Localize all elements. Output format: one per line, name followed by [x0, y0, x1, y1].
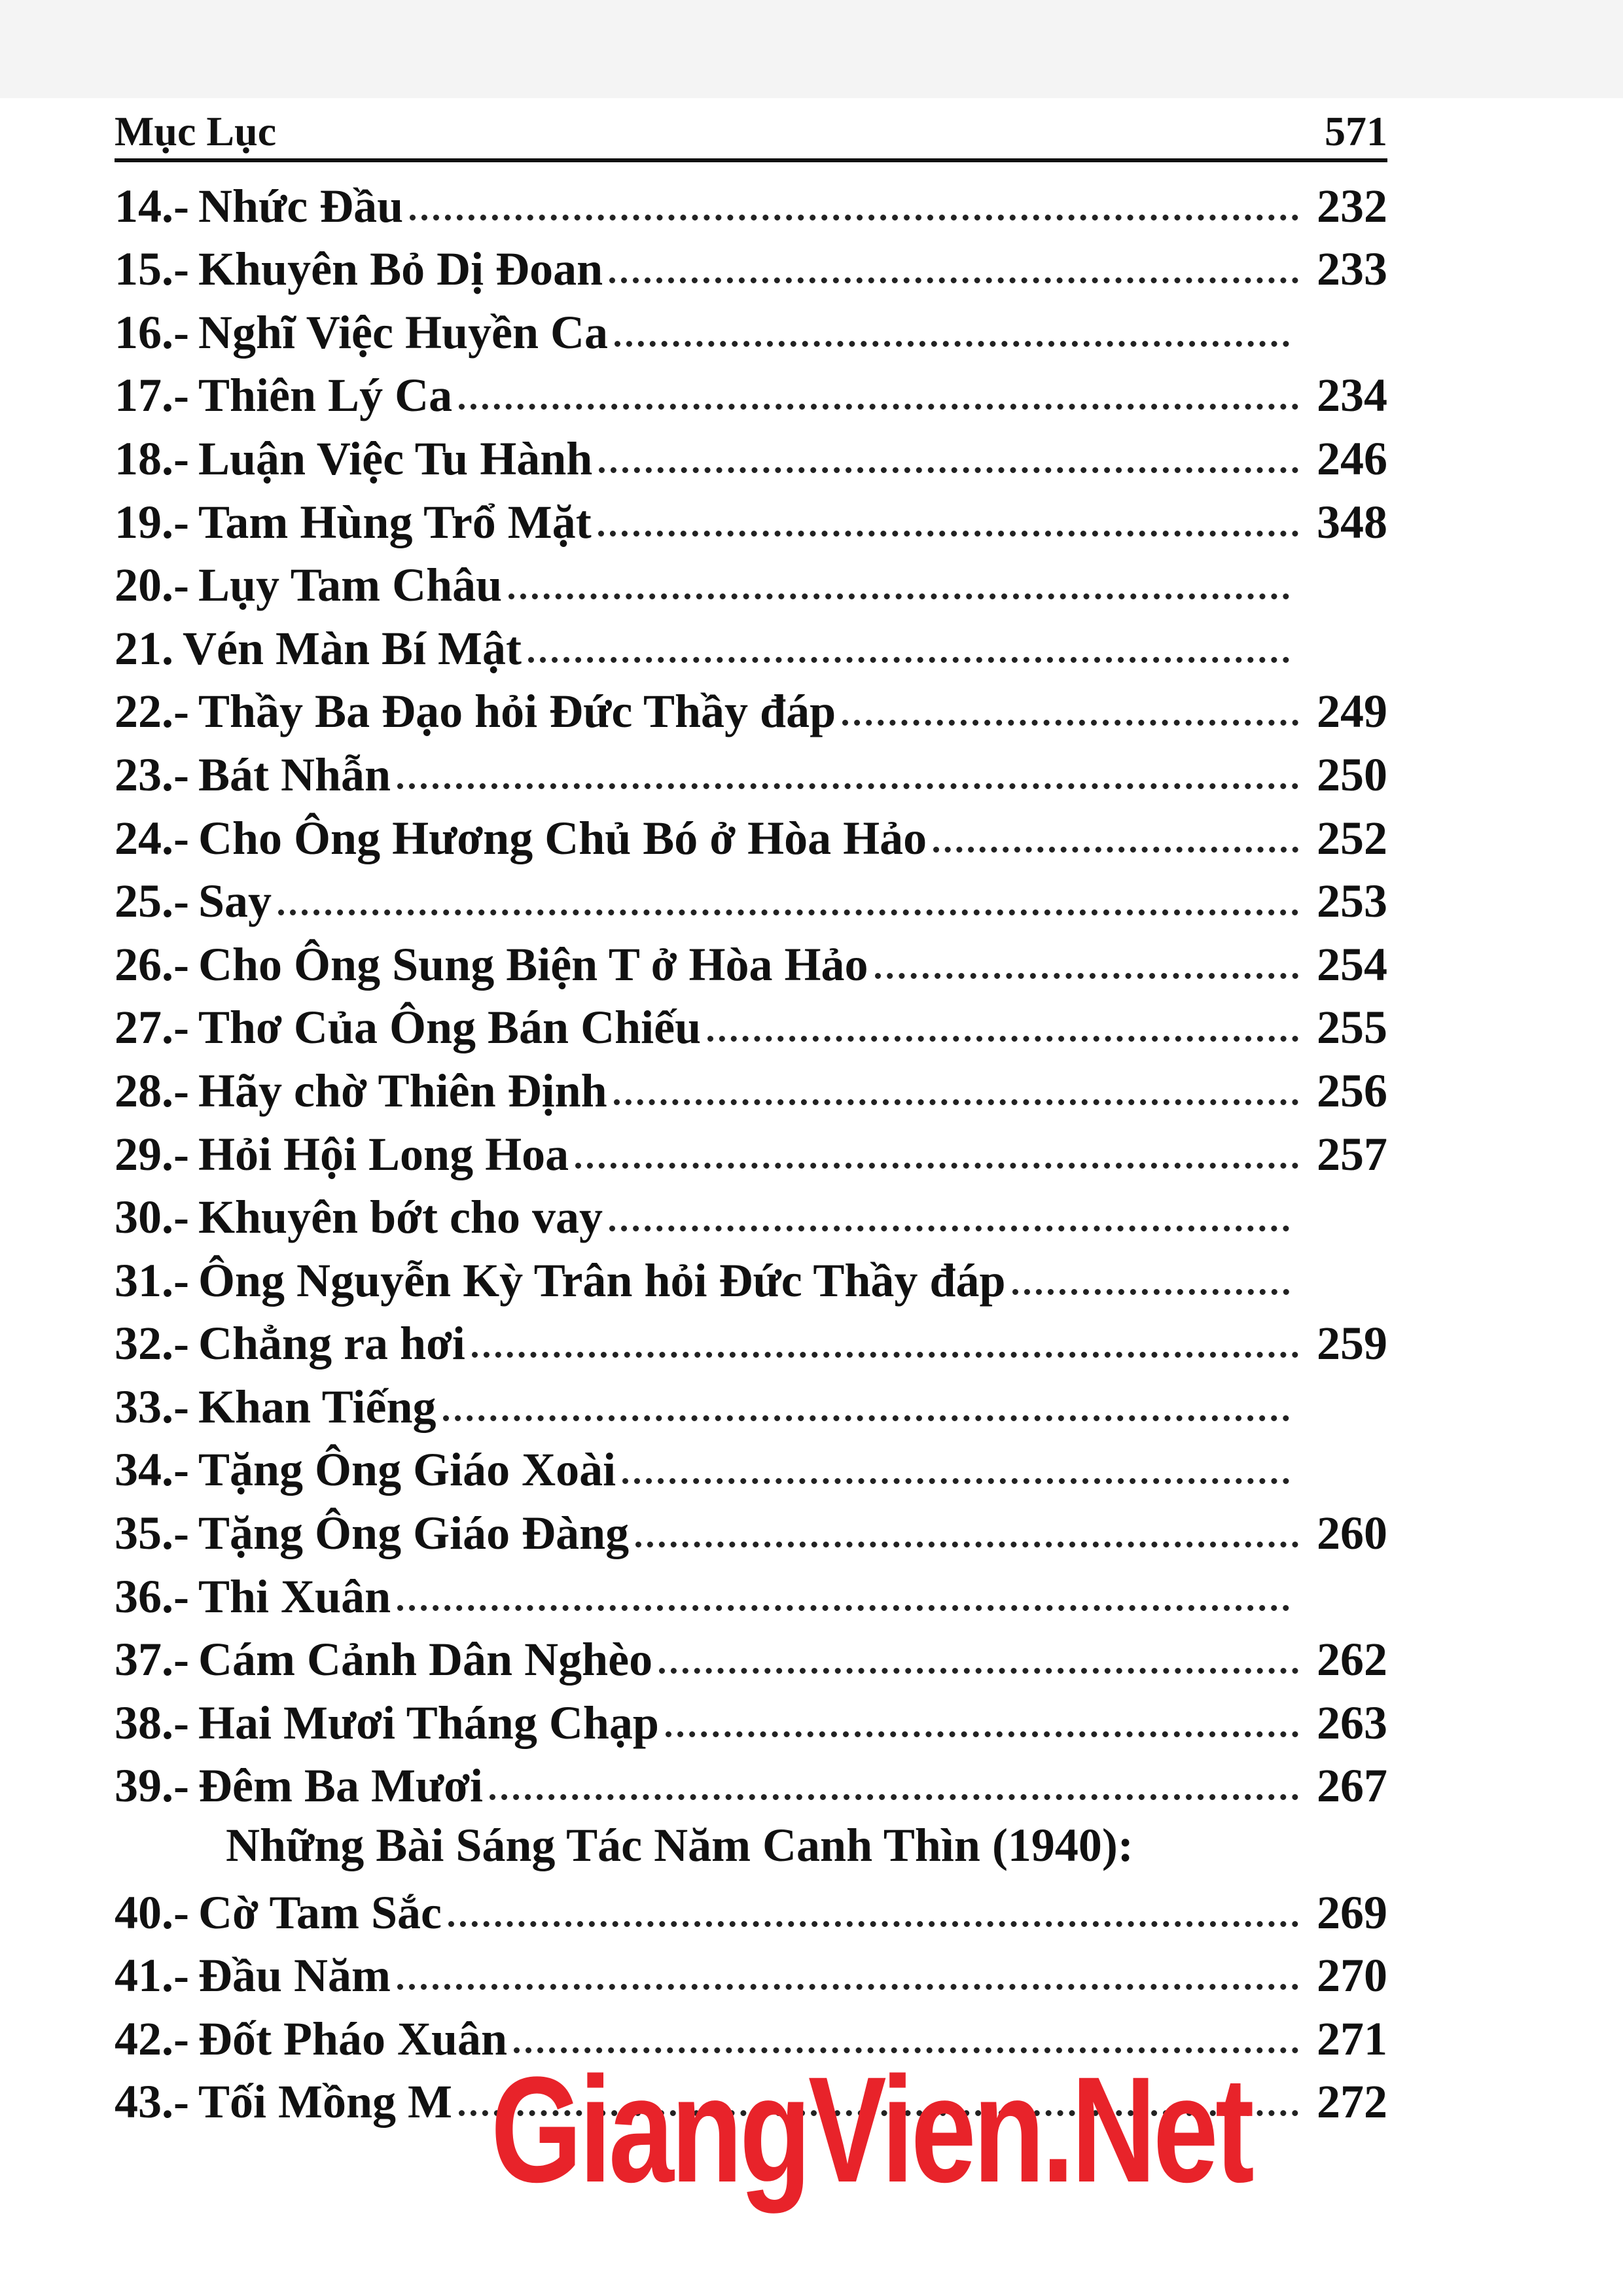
- toc-entry: [115, 419, 1387, 485]
- toc-entry-number: 14.-: [115, 179, 189, 232]
- dot-leader: [448, 1921, 1298, 1927]
- dot-leader: [443, 1415, 1290, 1421]
- toc-entry-number: 21.: [115, 622, 173, 675]
- toc-entry-number: 42.-: [115, 2012, 189, 2065]
- toc-entry-page: 271: [1317, 2012, 1387, 2065]
- toc-entry-number: 22.-: [115, 685, 189, 738]
- toc-entry-number: 30.-: [115, 1191, 189, 1244]
- toc-entry: [115, 1367, 1387, 1433]
- toc-entry-page: 270: [1317, 1949, 1387, 2002]
- toc-entry-number: 28.-: [115, 1064, 189, 1117]
- toc-entry-number: 23.-: [115, 748, 189, 801]
- toc-entry-page: 254: [1317, 938, 1387, 991]
- toc-entry: [115, 1557, 1387, 1623]
- toc-entry: [115, 925, 1387, 991]
- dot-leader: [1012, 1289, 1289, 1295]
- toc-entry-title: Vén Màn Bí Mật: [183, 622, 522, 675]
- page-header: [115, 105, 1387, 162]
- toc-entry-page: 233: [1317, 243, 1387, 296]
- toc-group-a: [115, 166, 1387, 1812]
- toc-entry-page: 259: [1317, 1317, 1387, 1370]
- toc-entry-title: Đốt Pháo Xuân: [198, 2012, 508, 2065]
- dot-leader: [609, 1226, 1289, 1231]
- dot-leader: [397, 1605, 1289, 1611]
- toc-entry: [115, 862, 1387, 928]
- toc-entry-title: Cho Ông Sung Biện T ở Hòa Hảo: [198, 938, 868, 991]
- toc-entry-number: 39.-: [115, 1759, 189, 1812]
- table-of-contents: [115, 166, 1387, 2128]
- toc-entry-title: Ông Nguyễn Kỳ Trân hỏi Đức Thầy đáp: [198, 1254, 1006, 1307]
- toc-entry-title: Hãy chờ Thiên Định: [198, 1064, 607, 1117]
- dot-leader: [875, 973, 1298, 979]
- dot-leader: [635, 1542, 1298, 1547]
- toc-entry: [115, 1873, 1387, 1939]
- toc-entry-number: 19.-: [115, 495, 189, 548]
- toc-entry-number: 33.-: [115, 1380, 189, 1433]
- dot-leader: [397, 1984, 1298, 1990]
- toc-entry-title: Chẳng ra hơi: [198, 1317, 465, 1370]
- toc-entry: [115, 546, 1387, 612]
- toc-entry: [115, 292, 1387, 359]
- dot-leader: [659, 1668, 1298, 1674]
- toc-entry-page: 272: [1317, 2075, 1387, 2128]
- dot-leader: [666, 1731, 1298, 1737]
- toc-entry-title: Luận Việc Tu Hành: [198, 432, 593, 485]
- toc-entry-title: Cám Cảnh Dân Nghèo: [198, 1633, 653, 1686]
- dot-leader: [490, 1794, 1298, 1800]
- toc-entry-page: 255: [1317, 1001, 1387, 1054]
- toc-entry-number: 38.-: [115, 1696, 189, 1749]
- toc-entry-title: Nhức Đầu: [198, 179, 404, 232]
- toc-entry-page: 246: [1317, 432, 1387, 485]
- toc-entry-title: Hai Mươi Tháng Chạp: [198, 1696, 659, 1749]
- toc-entry-title: Tặng Ông Giáo Xoài: [198, 1443, 616, 1496]
- dot-leader: [459, 404, 1298, 410]
- toc-entry-title: Đêm Ba Mươi: [198, 1759, 483, 1812]
- dot-leader: [508, 593, 1289, 599]
- dot-leader: [842, 720, 1298, 726]
- dot-leader: [599, 467, 1298, 473]
- toc-entry-number: 15.-: [115, 243, 189, 296]
- toc-entry-page: 256: [1317, 1064, 1387, 1117]
- toc-entry: [115, 166, 1387, 230]
- toc-entry-page: 234: [1317, 369, 1387, 422]
- toc-entry-title: Thơ Của Ông Bán Chiếu: [198, 1001, 702, 1054]
- toc-entry: [115, 1304, 1387, 1368]
- toc-entry-number: 43.-: [115, 2075, 189, 2128]
- dot-leader: [528, 657, 1289, 663]
- toc-entry-page: 253: [1317, 875, 1387, 928]
- toc-entry-title: Tam Hùng Trổ Mặt: [198, 495, 592, 548]
- toc-entry: [115, 1051, 1387, 1117]
- toc-entry-page: 269: [1317, 1886, 1387, 1939]
- toc-entry-page: 260: [1317, 1507, 1387, 1560]
- toc-entry-page: 232: [1317, 179, 1387, 232]
- toc-entry-number: 20.-: [115, 559, 189, 612]
- toc-entry-title: Cờ Tam Sắc: [198, 1886, 442, 1939]
- toc-entry-number: 27.-: [115, 1001, 189, 1054]
- toc-entry-number: 18.-: [115, 432, 189, 485]
- toc-entry: [115, 1936, 1387, 2000]
- toc-entry-title: Khuyên bớt cho vay: [198, 1191, 603, 1244]
- toc-entry: [115, 1746, 1387, 1810]
- scan-edge: [0, 0, 1623, 98]
- dot-leader: [609, 277, 1298, 283]
- toc-entry-number: 40.-: [115, 1886, 189, 1939]
- dot-leader: [472, 1352, 1298, 1358]
- dot-leader: [278, 910, 1298, 915]
- dot-leader: [622, 1478, 1289, 1484]
- toc-entry-number: 36.-: [115, 1570, 189, 1623]
- toc-entry-page: 267: [1317, 1759, 1387, 1812]
- toc-entry-number: 41.-: [115, 1949, 189, 2002]
- dot-leader: [614, 1099, 1298, 1105]
- toc-entry: [115, 1241, 1387, 1307]
- dot-leader: [410, 215, 1298, 221]
- toc-entry-title: Bát Nhẫn: [198, 748, 391, 801]
- toc-entry-number: 25.-: [115, 875, 189, 928]
- dot-leader: [598, 531, 1298, 537]
- toc-entry-page: 262: [1317, 1633, 1387, 1686]
- toc-entry-number: 29.-: [115, 1127, 189, 1180]
- toc-entry-number: 26.-: [115, 938, 189, 991]
- watermark-logo: GiangVien.Net: [491, 2045, 1252, 2214]
- toc-entry-page: 252: [1317, 811, 1387, 864]
- dot-leader: [933, 847, 1298, 853]
- toc-entry: [115, 1493, 1387, 1560]
- toc-entry-page: 249: [1317, 685, 1387, 738]
- toc-entry-title: Khuyên Bỏ Dị Đoan: [198, 243, 603, 296]
- header-page-number: 571: [1325, 108, 1387, 154]
- header-title: Mục Lục: [115, 108, 277, 154]
- toc-entry-number: 34.-: [115, 1443, 189, 1496]
- toc-entry: [115, 988, 1387, 1054]
- section-heading: Những Bài Sáng Tác Năm Canh Thìn (1940):: [226, 1819, 1133, 1872]
- toc-entry: [115, 1683, 1387, 1749]
- toc-entry-title: Đầu Năm: [198, 1949, 391, 2002]
- toc-entry-title: Lụy Tam Châu: [198, 559, 503, 612]
- toc-entry-title: Nghĩ Việc Huyền Ca: [198, 306, 609, 359]
- dot-leader: [397, 783, 1298, 789]
- dot-leader: [707, 1036, 1298, 1042]
- toc-entry-title: Cho Ông Hương Chủ Bó ở Hòa Hảo: [198, 811, 927, 864]
- toc-entry-title: Thầy Ba Đạo hỏi Đức Thầy đáp: [198, 685, 836, 738]
- document-page: [115, 105, 1387, 2128]
- toc-entry: [115, 482, 1387, 546]
- toc-entry-title: Khan Tiếng: [198, 1380, 437, 1433]
- toc-entry-page: 348: [1317, 495, 1387, 548]
- toc-entry-number: 35.-: [115, 1507, 189, 1560]
- dot-leader: [615, 341, 1289, 347]
- toc-entry-number: 37.-: [115, 1633, 189, 1686]
- dot-leader: [575, 1163, 1298, 1169]
- toc-entry: [115, 1178, 1387, 1244]
- toc-entry-number: 24.-: [115, 811, 189, 864]
- toc-entry: [115, 735, 1387, 801]
- toc-entry-number: 31.-: [115, 1254, 189, 1307]
- toc-entry: [115, 1114, 1387, 1178]
- toc-entry: [115, 1620, 1387, 1684]
- toc-entry-title: Tặng Ông Giáo Đàng: [198, 1507, 630, 1560]
- toc-entry-number: 16.-: [115, 306, 189, 359]
- toc-entry-title: Say: [198, 875, 272, 928]
- toc-entry-page: 257: [1317, 1127, 1387, 1180]
- toc-entry-number: 32.-: [115, 1317, 189, 1370]
- toc-entry: [115, 798, 1387, 862]
- toc-entry: [115, 672, 1387, 738]
- toc-entry-title: Thi Xuân: [198, 1570, 391, 1623]
- toc-entry: [115, 230, 1387, 296]
- toc-entry-page: 263: [1317, 1696, 1387, 1749]
- toc-entry-number: 17.-: [115, 369, 189, 422]
- toc-entry-page: 250: [1317, 748, 1387, 801]
- toc-entry: [115, 356, 1387, 422]
- toc-entry-title: Hỏi Hội Long Hoa: [198, 1127, 569, 1180]
- toc-entry: [115, 609, 1387, 675]
- toc-entry-title: Tối Mồng M: [198, 2075, 452, 2128]
- toc-entry: [115, 1430, 1387, 1494]
- toc-entry-title: Thiên Lý Ca: [198, 369, 453, 422]
